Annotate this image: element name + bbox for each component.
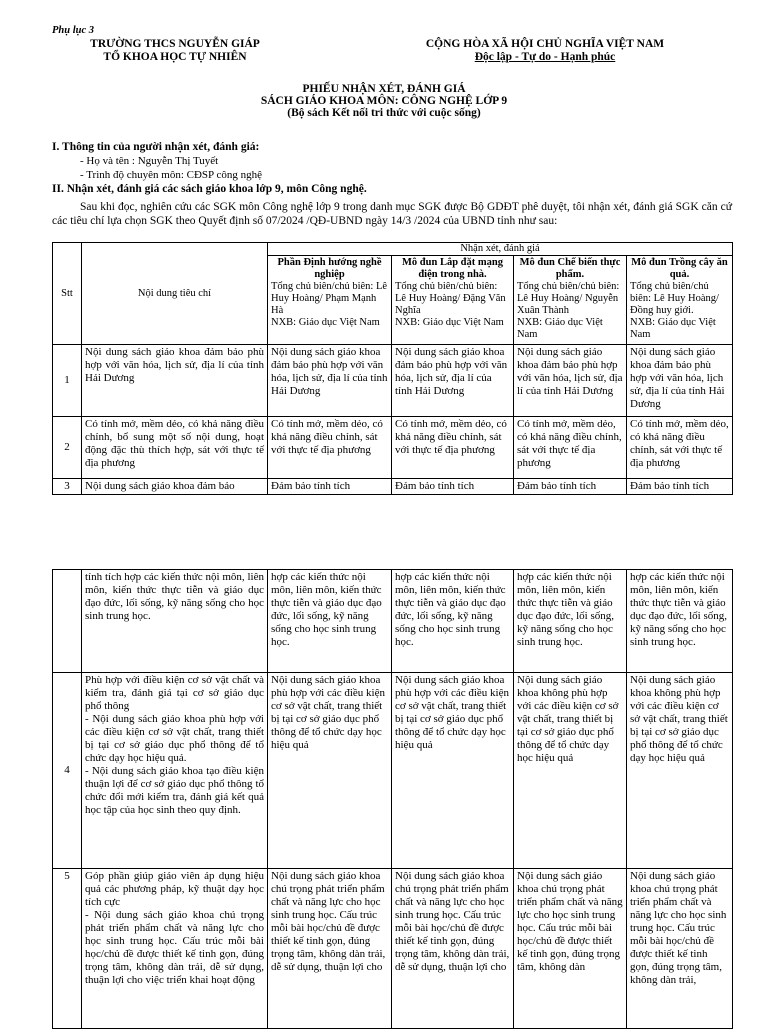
table-row xyxy=(53,479,733,495)
row-number xyxy=(53,570,82,673)
document-title xyxy=(0,83,768,119)
evaluation-cell: Nội dung sách giáo khoa đảm bảo phù hợp với văn hóa, lịch sử, địa lí của tỉnh Hải Dương xyxy=(392,345,514,417)
module-publisher: NXB: Giáo dục Việt Nam xyxy=(395,317,504,328)
evaluation-cell: hợp các kiến thức nội môn, liên môn, kiến thức thực tiễn và giáo dục đạo đức, lối sống, kỹ năng sống cho học sinh trung học. xyxy=(514,570,627,673)
table-row xyxy=(53,345,733,417)
criteria-part: - Nội dung sách giáo khoa tạo điều kiện thuận lợi để cơ sở giáo dục phổ thông tổ chức đổi mới kiểm tra, đánh giá kết quả học tập của học sinh theo quy định. xyxy=(85,765,264,816)
evaluation-cell: hợp các kiến thức nội môn, liên môn, kiến thức thực tiễn và giáo dục đạo đức, lối sống, kỹ năng sống cho học sinh trung học. xyxy=(268,570,392,673)
row-number: 5 xyxy=(53,869,82,1029)
evaluation-cell: Nội dung sách giáo khoa chú trọng phát triển phẩm chất và năng lực cho học sinh trung học. Cấu trúc mỗi bài học/chủ đề được thiết kế tinh gọn, đúng trọng tâm, không dàn trải, dễ sử dụng, thuận lợi cho xyxy=(268,869,392,1029)
evaluation-cell: Nội dung sách giáo khoa đảm bảo phù hợp với văn hóa, lịch sử, địa lí của tỉnh Hải Dương xyxy=(514,345,627,417)
department-name: TỔ KHOA HỌC TỰ NHIÊN xyxy=(103,51,247,63)
row-number: 2 xyxy=(53,417,82,479)
evaluation-cell: Có tính mở, mềm dẻo, có khả năng điều chỉnh, sát với thực tế địa phương xyxy=(392,417,514,479)
evaluation-cell: Nội dung sách giáo khoa không phù hợp với các điều kiện cơ sở vật chất, trang thiết bị tại cơ sở giáo dục phổ thông để tổ chức dạy học hiệu quả xyxy=(627,673,733,869)
module-header-4 xyxy=(627,256,733,345)
module-title: Mô đun Trồng cây ăn quả. xyxy=(631,257,728,280)
school-name: TRƯỜNG THCS NGUYỄN GIÁP xyxy=(90,38,260,50)
module-authors: Tổng chủ biên/chủ biên: Lê Huy Hoàng/ Nguyễn Xuân Thành xyxy=(517,281,620,316)
evaluation-cell: Đảm bảo tính tích xyxy=(392,479,514,495)
evaluation-cell: Nội dung sách giáo khoa phù hợp với các điều kiện cơ sở vật chất, trang thiết bị tại cơ sở giáo dục phổ thông để tổ chức dạy học hiệu quả xyxy=(268,673,392,869)
national-motto: Độc lập - Tự do - Hạnh phúc xyxy=(474,51,616,63)
table-row xyxy=(53,570,733,673)
evaluation-table-part-2 xyxy=(52,569,733,1029)
row-number: 3 xyxy=(53,479,82,495)
appendix-label: Phụ lục 3 xyxy=(52,25,95,36)
evaluation-cell: Nội dung sách giáo khoa đảm bảo phù hợp với văn hóa, lịch sử, địa lí của tỉnh Hải Dương xyxy=(268,345,392,417)
criteria-cell xyxy=(82,673,268,869)
criteria-part: Góp phần giúp giáo viên áp dụng hiệu quả các phương pháp, kỹ thuật dạy học tích cực xyxy=(85,870,264,908)
reviewer-qualification: - Trình độ chuyên môn: CĐSP công nghệ xyxy=(80,169,263,181)
evaluation-cell: hợp các kiến thức nội môn, liên môn, kiến thức thực tiễn và giáo dục đạo đức, lối sống, kỹ năng sống cho học sinh trung học. xyxy=(627,570,733,673)
evaluation-cell: Nội dung sách giáo khoa chú trọng phát triển phẩm chất và năng lực cho học sinh trung học. Cấu trúc mỗi bài học/chủ đề được thiết kế tinh gọn, đúng trọng tâm, không dàn trải, xyxy=(627,869,733,1029)
module-title: Mô đun Lắp đặt mạng điện trong nhà. xyxy=(402,257,503,280)
section-2-intro: Sau khi đọc, nghiên cứu các SGK môn Công nghệ lớp 9 trong danh mục SGK được Bộ GDĐT phê duyệt, tôi nhận xét, đánh giá SGK căn cứ các tiêu chí lựa chọn SGK theo Quyết định số 07/2024 /QĐ-UBND ngày 14/3 /2024 của UBND tỉnh như sau: xyxy=(52,201,732,227)
module-header-2 xyxy=(392,256,514,345)
school-header xyxy=(70,38,280,64)
criteria-cell xyxy=(82,869,268,1029)
col-criteria-header: Nội dung tiêu chí xyxy=(82,243,268,345)
module-authors: Tổng chủ biên/chủ biên: Lê Huy Hoàng/ Phạm Mạnh Hà xyxy=(271,281,388,316)
evaluation-cell: Nội dung sách giáo khoa không phù hợp với các điều kiện cơ sở vật chất, trang thiết bị tại cơ sở giáo dục phổ thông để tổ chức dạy học hiệu quả xyxy=(514,673,627,869)
criteria-part: Phù hợp với điều kiện cơ sở vật chất và kiểm tra, đánh giá tại cơ sở giáo dục phổ thông xyxy=(85,674,264,712)
row-number: 4 xyxy=(53,673,82,869)
country-name: CỘNG HÒA XÃ HỘI CHỦ NGHĨA VIỆT NAM xyxy=(425,38,665,50)
evaluation-cell: hợp các kiến thức nội môn, liên môn, kiến thức thực tiễn và giáo dục đạo đức, lối sống, kỹ năng sống cho học sinh trung học. xyxy=(392,570,514,673)
national-header xyxy=(360,38,730,64)
criteria-cell: Nội dung sách giáo khoa đảm bảo phù hợp với văn hóa, lịch sử, địa lí của tỉnh Hải Dương xyxy=(82,345,268,417)
reviewer-name: - Họ và tên : Nguyễn Thị Tuyết xyxy=(80,155,219,167)
evaluation-cell: Có tính mở, mềm dẻo, có khả năng điều chỉnh, sát với thực tế địa phương xyxy=(627,417,733,479)
evaluation-cell: Nội dung sách giáo khoa chú trọng phát triển phẩm chất và năng lực cho học sinh trung học. Cấu trúc mỗi bài học/chủ đề được thiết kế tinh gọn, đúng trọng tâm, không dàn trải, dễ sử dụng, thuận lợi cho xyxy=(392,869,514,1029)
evaluation-table-part-1 xyxy=(52,242,733,495)
table-group-header-row xyxy=(53,243,733,256)
criteria-cell: Nội dung sách giáo khoa đảm bảo xyxy=(82,479,268,495)
col-stt-header: Stt xyxy=(53,243,82,345)
table-row xyxy=(53,673,733,869)
title-line-1: PHIẾU NHẬN XÉT, ĐÁNH GIÁ xyxy=(302,83,466,95)
module-title: Mô đun Chế biến thực phẩm. xyxy=(519,257,621,280)
criteria-cell: Có tính mở, mềm dẻo, có khả năng điều chỉnh, bổ sung một số nội dung, hoạt động đặc thù thích hợp, sát với thực tế địa phương xyxy=(82,417,268,479)
evaluation-cell: Có tính mở, mềm dẻo, có khả năng điều chỉnh, sát với thực tế địa phương xyxy=(268,417,392,479)
evaluation-cell: Đảm bảo tính tích xyxy=(268,479,392,495)
evaluation-cell: Có tính mở, mềm dẻo, có khả năng điều chỉnh, sát với thực tế địa phương xyxy=(514,417,627,479)
section-2-heading: II. Nhận xét, đánh giá các sách giáo khoa lớp 9, môn Công nghệ. xyxy=(52,183,367,195)
title-line-3: (Bộ sách Kết nối tri thức với cuộc sống) xyxy=(287,107,481,119)
module-authors: Tổng chủ biên/chủ biên: Lê Huy Hoàng/ Đồng huy giới. xyxy=(630,281,719,316)
title-line-2: SÁCH GIÁO KHOA MÔN: CÔNG NGHỆ LỚP 9 xyxy=(260,95,508,107)
evaluation-cell: Nội dung sách giáo khoa chú trọng phát triển phẩm chất và năng lực cho học sinh trung học. Cấu trúc mỗi bài học/chủ đề được thiết kế tinh gọn, đúng trọng tâm, không dàn xyxy=(514,869,627,1029)
col-group-header: Nhận xét, đánh giá xyxy=(268,243,733,256)
evaluation-cell: Đảm bảo tính tích xyxy=(514,479,627,495)
module-header-3 xyxy=(514,256,627,345)
evaluation-cell: Đảm bảo tính tích xyxy=(627,479,733,495)
section-1-heading: I. Thông tin của người nhận xét, đánh giá: xyxy=(52,141,260,153)
table-row xyxy=(53,417,733,479)
module-title: Phần Định hướng nghề nghiệp xyxy=(277,257,382,280)
criteria-part: - Nội dung sách giáo khoa chú trọng phát triển phẩm chất và năng lực cho học sinh trung học. Cấu trúc mỗi bài học/chủ đề được thiết kế tinh gọn, đúng trọng tâm, không dàn trải, dễ sử dụng, thuận lợi cho việc triển khai hoạt động xyxy=(85,909,264,986)
module-authors: Tổng chủ biên/chủ biên: Lê Huy Hoàng/ Đặng Văn Nghĩa xyxy=(395,281,506,316)
module-publisher: NXB: Giáo dục Việt Nam xyxy=(630,317,716,340)
module-publisher: NXB: Giáo dục Việt Nam xyxy=(517,317,603,340)
criteria-cell: tính tích hợp các kiến thức nội môn, liên môn, kiến thức thực tiễn và giáo dục đạo đức, lối sống, kỹ năng sống cho học sinh trung học. xyxy=(82,570,268,673)
evaluation-cell: Nội dung sách giáo khoa phù hợp với các điều kiện cơ sở vật chất, trang thiết bị tại cơ sở giáo dục phổ thông để tổ chức dạy học hiệu quả xyxy=(392,673,514,869)
criteria-part: - Nội dung sách giáo khoa phù hợp với các điều kiện cơ sở vật chất, trang thiết bị tại cơ sở giáo dục phổ thông để tổ chức dạy học hiệu quả. xyxy=(85,713,264,764)
evaluation-cell: Nội dung sách giáo khoa đảm bảo phù hợp với văn hóa, lịch sử, địa lí của tỉnh Hải Dương xyxy=(627,345,733,417)
table-row xyxy=(53,869,733,1029)
module-header-1 xyxy=(268,256,392,345)
module-publisher: NXB: Giáo dục Việt Nam xyxy=(271,317,380,328)
row-number: 1 xyxy=(53,345,82,417)
